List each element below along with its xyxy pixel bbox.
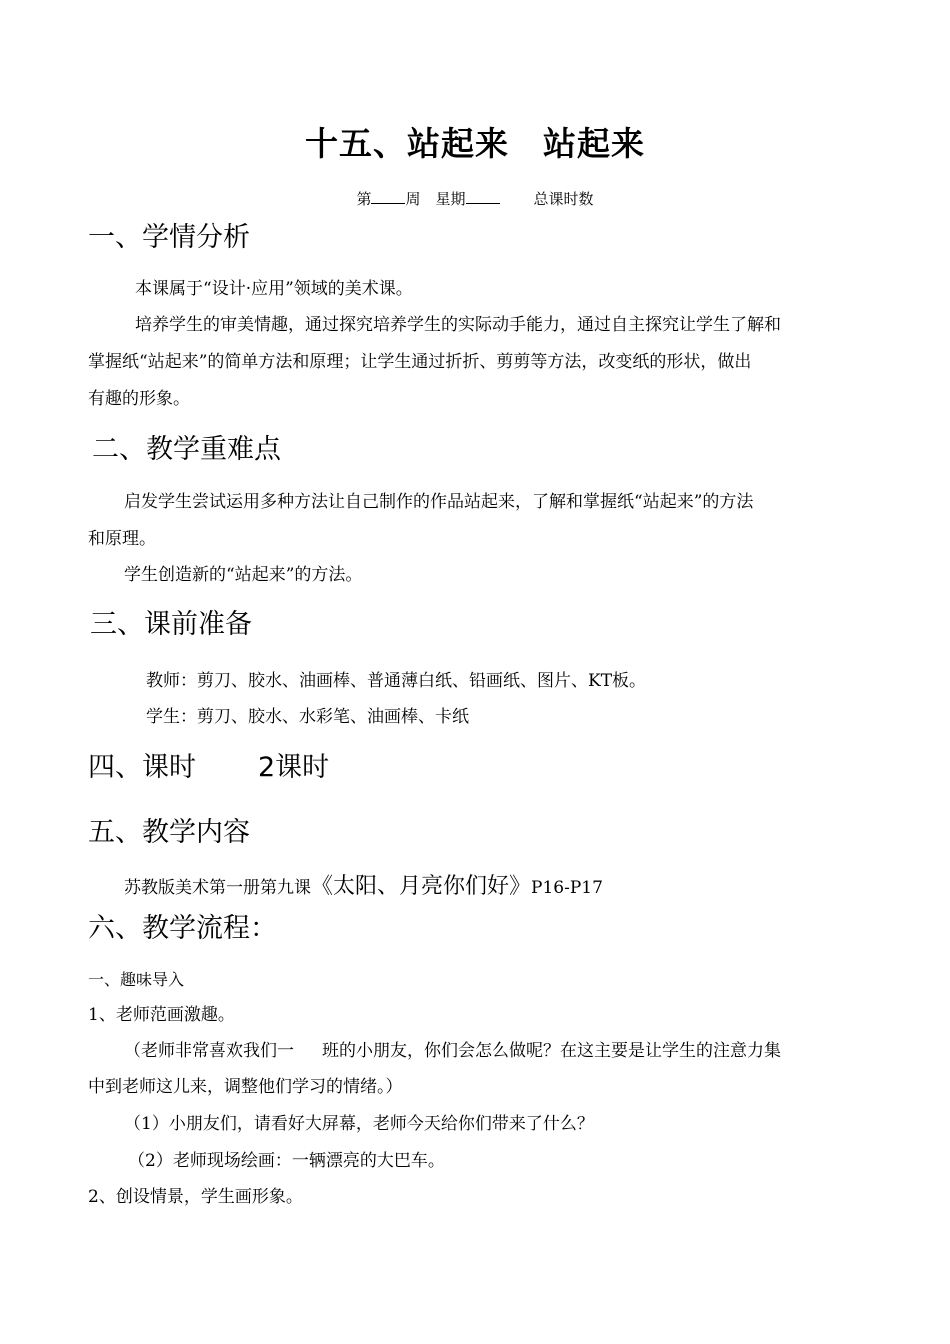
paragraph: 启发学生尝试运用多种方法让自己制作的作品站起来，了解和掌握纸“站起来”的方法 — [124, 492, 754, 512]
teacher-materials: 教师：剪刀、胶水、油画棒、普通薄白纸、铅画纸、图片、KT板。 — [146, 671, 647, 691]
step-heading: 一、趣味导入 — [88, 970, 185, 989]
section-heading-periods: 四、课时 — [88, 752, 196, 783]
document-title: 十五、站起来 站起来 — [305, 124, 645, 163]
list-item: 2、创设情景，学生画形象。 — [88, 1187, 303, 1207]
paragraph: 学生创造新的“站起来”的方法。 — [124, 565, 363, 585]
list-item: 1、老师范画激趣。 — [88, 1005, 235, 1025]
total-hours-label: 总课时数 — [533, 190, 594, 208]
section-heading-analysis: 一、学情分析 — [88, 222, 250, 253]
schedule-line — [0, 190, 950, 207]
weekday-blank — [466, 190, 500, 204]
content-prefix: 苏教版美术第一册第九课 — [124, 878, 311, 898]
week-suffix: 周 星期 — [405, 190, 466, 208]
sub-item: （1）小朋友们，请看好大屏幕，老师今天给你们带来了什么？ — [124, 1114, 594, 1134]
sub-item: （2）老师现场绘画：一辆漂亮的大巴车。 — [128, 1151, 445, 1171]
note-part-b: 班的小朋友，你们会怎么做呢？在这主要是让学生的注意力集 — [322, 1041, 781, 1061]
week-blank — [371, 190, 405, 204]
section-heading-content: 五、教学内容 — [88, 817, 250, 848]
note-part-a: （老师非常喜欢我们一 — [124, 1041, 294, 1061]
week-prefix: 第 — [356, 190, 372, 208]
note-line — [124, 1043, 781, 1060]
content-pages: P16-P17 — [531, 878, 603, 898]
paragraph: 培养学生的审美情趣，通过探究培养学生的实际动手能力，通过自主探究让学生了解和 — [135, 315, 781, 335]
section-heading-preparation: 三、课前准备 — [90, 609, 252, 640]
student-materials: 学生：剪刀、胶水、水彩笔、油画棒、卡纸 — [146, 707, 469, 727]
paragraph: 本课属于“设计·应用”领域的美术课。 — [135, 279, 413, 299]
section-heading-process: 六、教学流程： — [88, 913, 277, 944]
section-heading-key-points: 二、教学重难点 — [92, 434, 281, 465]
note-line: 中到老师这儿来，调整他们学习的情绪。） — [88, 1077, 403, 1097]
content-line — [124, 876, 603, 898]
paragraph: 和原理。 — [88, 529, 156, 549]
periods-value: 2课时 — [258, 752, 330, 783]
paragraph: 有趣的形象。 — [88, 389, 190, 409]
paragraph: 掌握纸“站起来”的简单方法和原理；让学生通过折折、剪剪等方法，改变纸的形状，做出 — [88, 352, 752, 372]
content-book-title: 《太阳、月亮你们好》 — [311, 874, 532, 899]
